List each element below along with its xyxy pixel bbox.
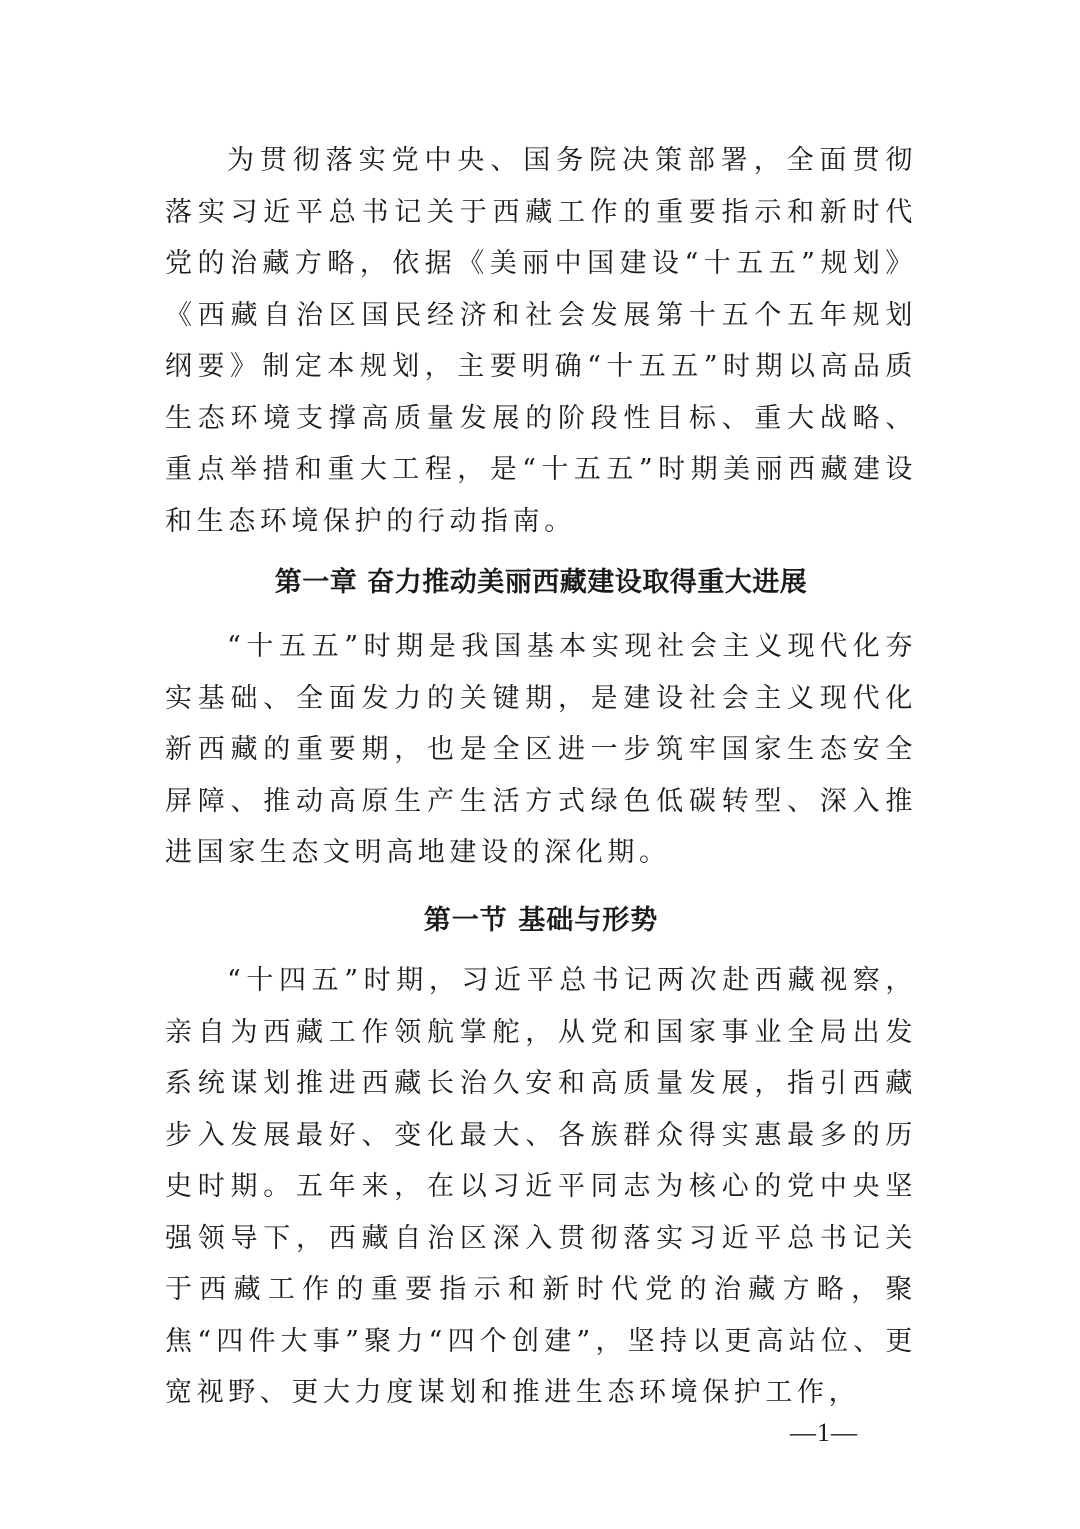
chapter-title: 第一章 奋力推动美丽西藏建设取得重大进展: [274, 567, 808, 598]
section-title: 第一节 基础与形势: [423, 905, 659, 936]
intro-paragraph: 为贯彻落实党中央、国务院决策部署，全面贯彻落实习近平总书记关于西藏工作的重要指示和新时代党的治藏方略，依据《美丽中国建设“十五五”规划》《西藏自治区国民经济和社会发展第十五个五年规划纲要》制定本规划，主要明确“十五五”时期以高品质生态环境支撑高质量发展的阶段性目标、重大战略、重点举措和重大工程，是“十五五”时期美丽西藏建设和生态环境保护的行动指南。: [165, 145, 917, 537]
page-number: —1—: [790, 1418, 858, 1447]
chapter-intro-paragraph: “十五五”时期是我国基本实现社会主义现代化夯实基础、全面发力的关键期，是建设社会主义现代化新西藏的重要期，也是全区进一步筑牢国家生态安全屏障、推动高原生产生活方式绿色低碳转型、深入推进国家生态文明高地建设的深化期。: [165, 631, 917, 868]
section-paragraph: “十四五”时期，习近平总书记两次赴西藏视察，亲自为西藏工作领航掌舵，从党和国家事业全局出发系统谋划推进西藏长治久安和高质量发展，指引西藏步入发展最好、变化最大、各族群众得实惠最多的历史时期。五年来，在以习近平同志为核心的党中央坚强领导下，西藏自治区深入贯彻落实习近平总书记关于西藏工作的重要指示和新时代党的治藏方略，聚焦“四件大事”聚力“四个创建”，坚持以更高站位、更宽视野、更大力度谋划和推进生态环境保护工作，: [165, 965, 917, 1408]
